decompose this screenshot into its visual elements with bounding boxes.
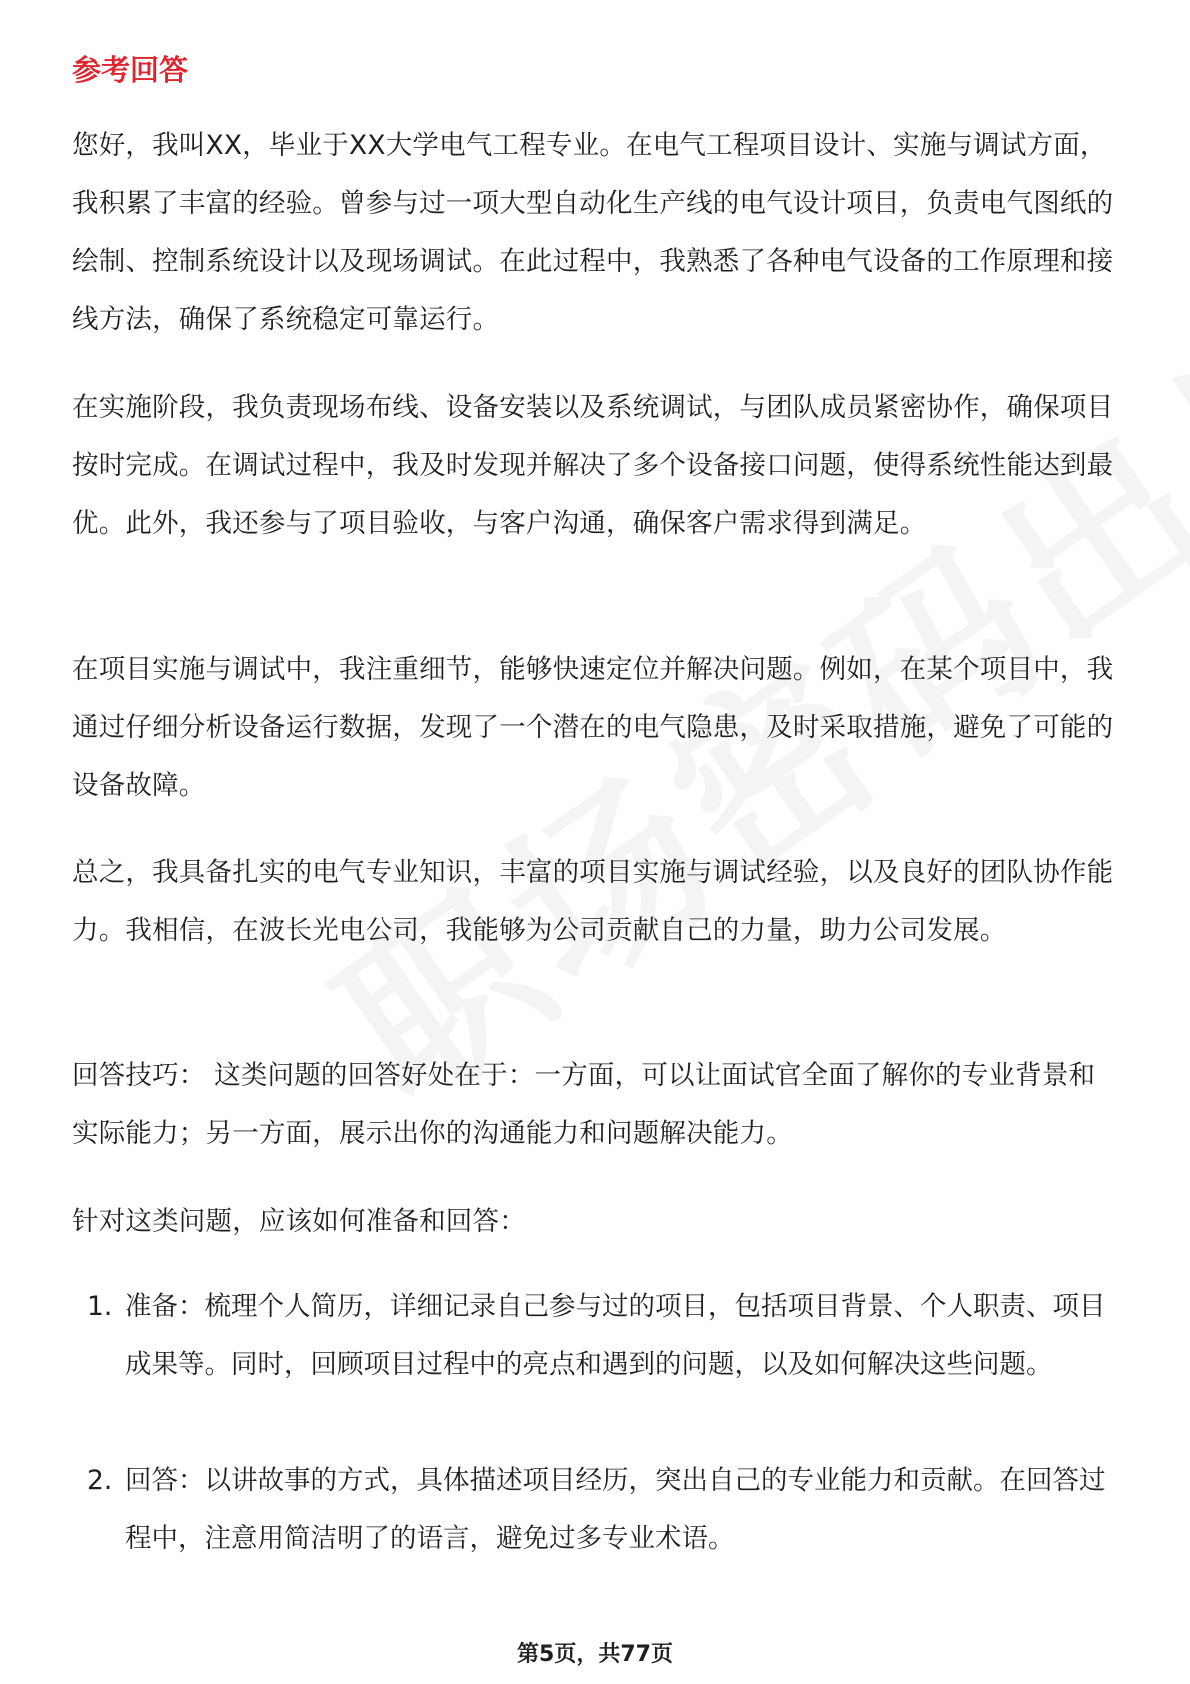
paragraph-intro: 您好，我叫XX，毕业于XX大学电气工程专业。在电气工程项目设计、实施与调试方面，我积累了丰富的经验。曾参与过一项大型自动化生产线的电气设计项目，负责电气图纸的绘制、控制系统设计以及现场调试。在此过程中，我熟悉了各种电气设备的工作原理和接线方法，确保了系统稳定可靠运行。 [72,130,1114,335]
list-number: 1. [87,1291,113,1322]
tips-list [72,1278,1118,1394]
list-item-text: 准备：梳理个人简历，详细记录自己参与过的项目，包括项目背景、个人职责、项目成果等。同时，回顾项目过程中的亮点和遇到的问题，以及如何解决这些问题。 [125,1291,1106,1380]
section-heading: 参考回答 [72,53,189,87]
list-item-text: 回答：以讲故事的方式，具体描述项目经历，突出自己的专业能力和贡献。在回答过程中，注意用简洁明了的语言，避免过多专业术语。 [125,1465,1106,1554]
paragraph-how-to: 针对这类问题，应该如何准备和回答： [72,1206,526,1237]
paragraph-implementation: 在实施阶段，我负责现场布线、设备安装以及系统调试，与团队成员紧密协作，确保项目按时完成。在调试过程中，我及时发现并解决了多个设备接口问题，使得系统性能达到最优。此外，我还参与了项目验收，与客户沟通，确保客户需求得到满足。 [72,392,1114,539]
tips-list-continued [72,1452,1118,1568]
paragraph-summary: 总之，我具备扎实的电气专业知识，丰富的项目实施与调试经验，以及良好的团队协作能力。我相信，在波长光电公司，我能够为公司贡献自己的力量，助力公司发展。 [72,857,1114,946]
paragraph-detail: 在项目实施与调试中，我注重细节，能够快速定位并解决问题。例如，在某个项目中，我通过仔细分析设备运行数据，发现了一个潜在的电气隐患，及时采取措施，避免了可能的设备故障。 [72,654,1114,801]
paragraph-tips: 回答技巧： 这类问题的回答好处在于：一方面，可以让面试官全面了解你的专业背景和实际能力；另一方面，展示出你的沟通能力和问题解决能力。 [72,1060,1096,1149]
list-item [72,1452,1118,1568]
page-footer: 第5页，共77页 [517,1642,673,1667]
list-number: 2. [87,1465,113,1496]
list-item [72,1278,1118,1394]
